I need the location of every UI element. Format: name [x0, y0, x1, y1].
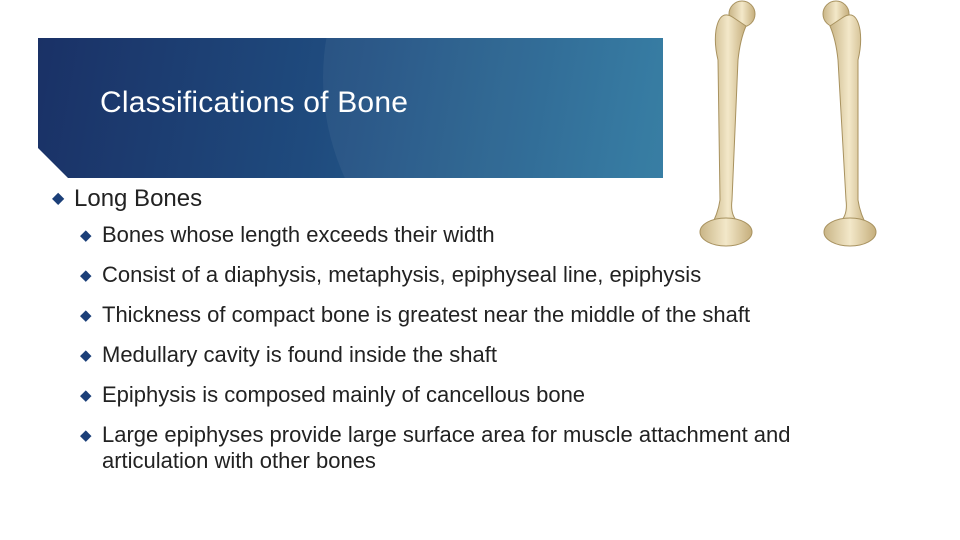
- bullet-text: Consist of a diaphysis, metaphysis, epiphyseal line, epiphysis: [102, 262, 702, 287]
- bullet-item: [78, 422, 882, 474]
- bullet-item: [78, 382, 882, 408]
- bullet-text: Medullary cavity is found inside the shaft: [102, 342, 497, 367]
- banner-notch: [38, 148, 68, 178]
- bullet-level1: [48, 184, 882, 214]
- diamond-bullet-icon: ◆: [80, 347, 92, 364]
- diamond-bullet-icon: ◆: [80, 227, 92, 244]
- bullet-item: [78, 302, 882, 328]
- bullet-text: Thickness of compact bone is greatest near the middle of the shaft: [102, 302, 751, 327]
- bullet-text: Bones whose length exceeds their width: [102, 222, 495, 247]
- diamond-bullet-icon: ◆: [80, 427, 92, 444]
- diamond-bullet-icon: ◆: [80, 387, 92, 404]
- bullet-level1-text: Long Bones: [74, 185, 203, 212]
- bullet-text: Large epiphyses provide large surface area for muscle attachment and articulation with other bones: [102, 422, 791, 473]
- bullet-item: [78, 342, 882, 368]
- bullet-text: Epiphysis is composed mainly of cancellous bone: [102, 382, 586, 407]
- bullet-list: [48, 184, 882, 474]
- bullet-item: [78, 222, 882, 248]
- diamond-bullet-icon: ◆: [52, 190, 65, 207]
- bullet-item: [78, 262, 882, 288]
- diamond-bullet-icon: ◆: [80, 267, 92, 284]
- slide-title: Classifications of Bone: [100, 86, 409, 119]
- diamond-bullet-icon: ◆: [80, 307, 92, 324]
